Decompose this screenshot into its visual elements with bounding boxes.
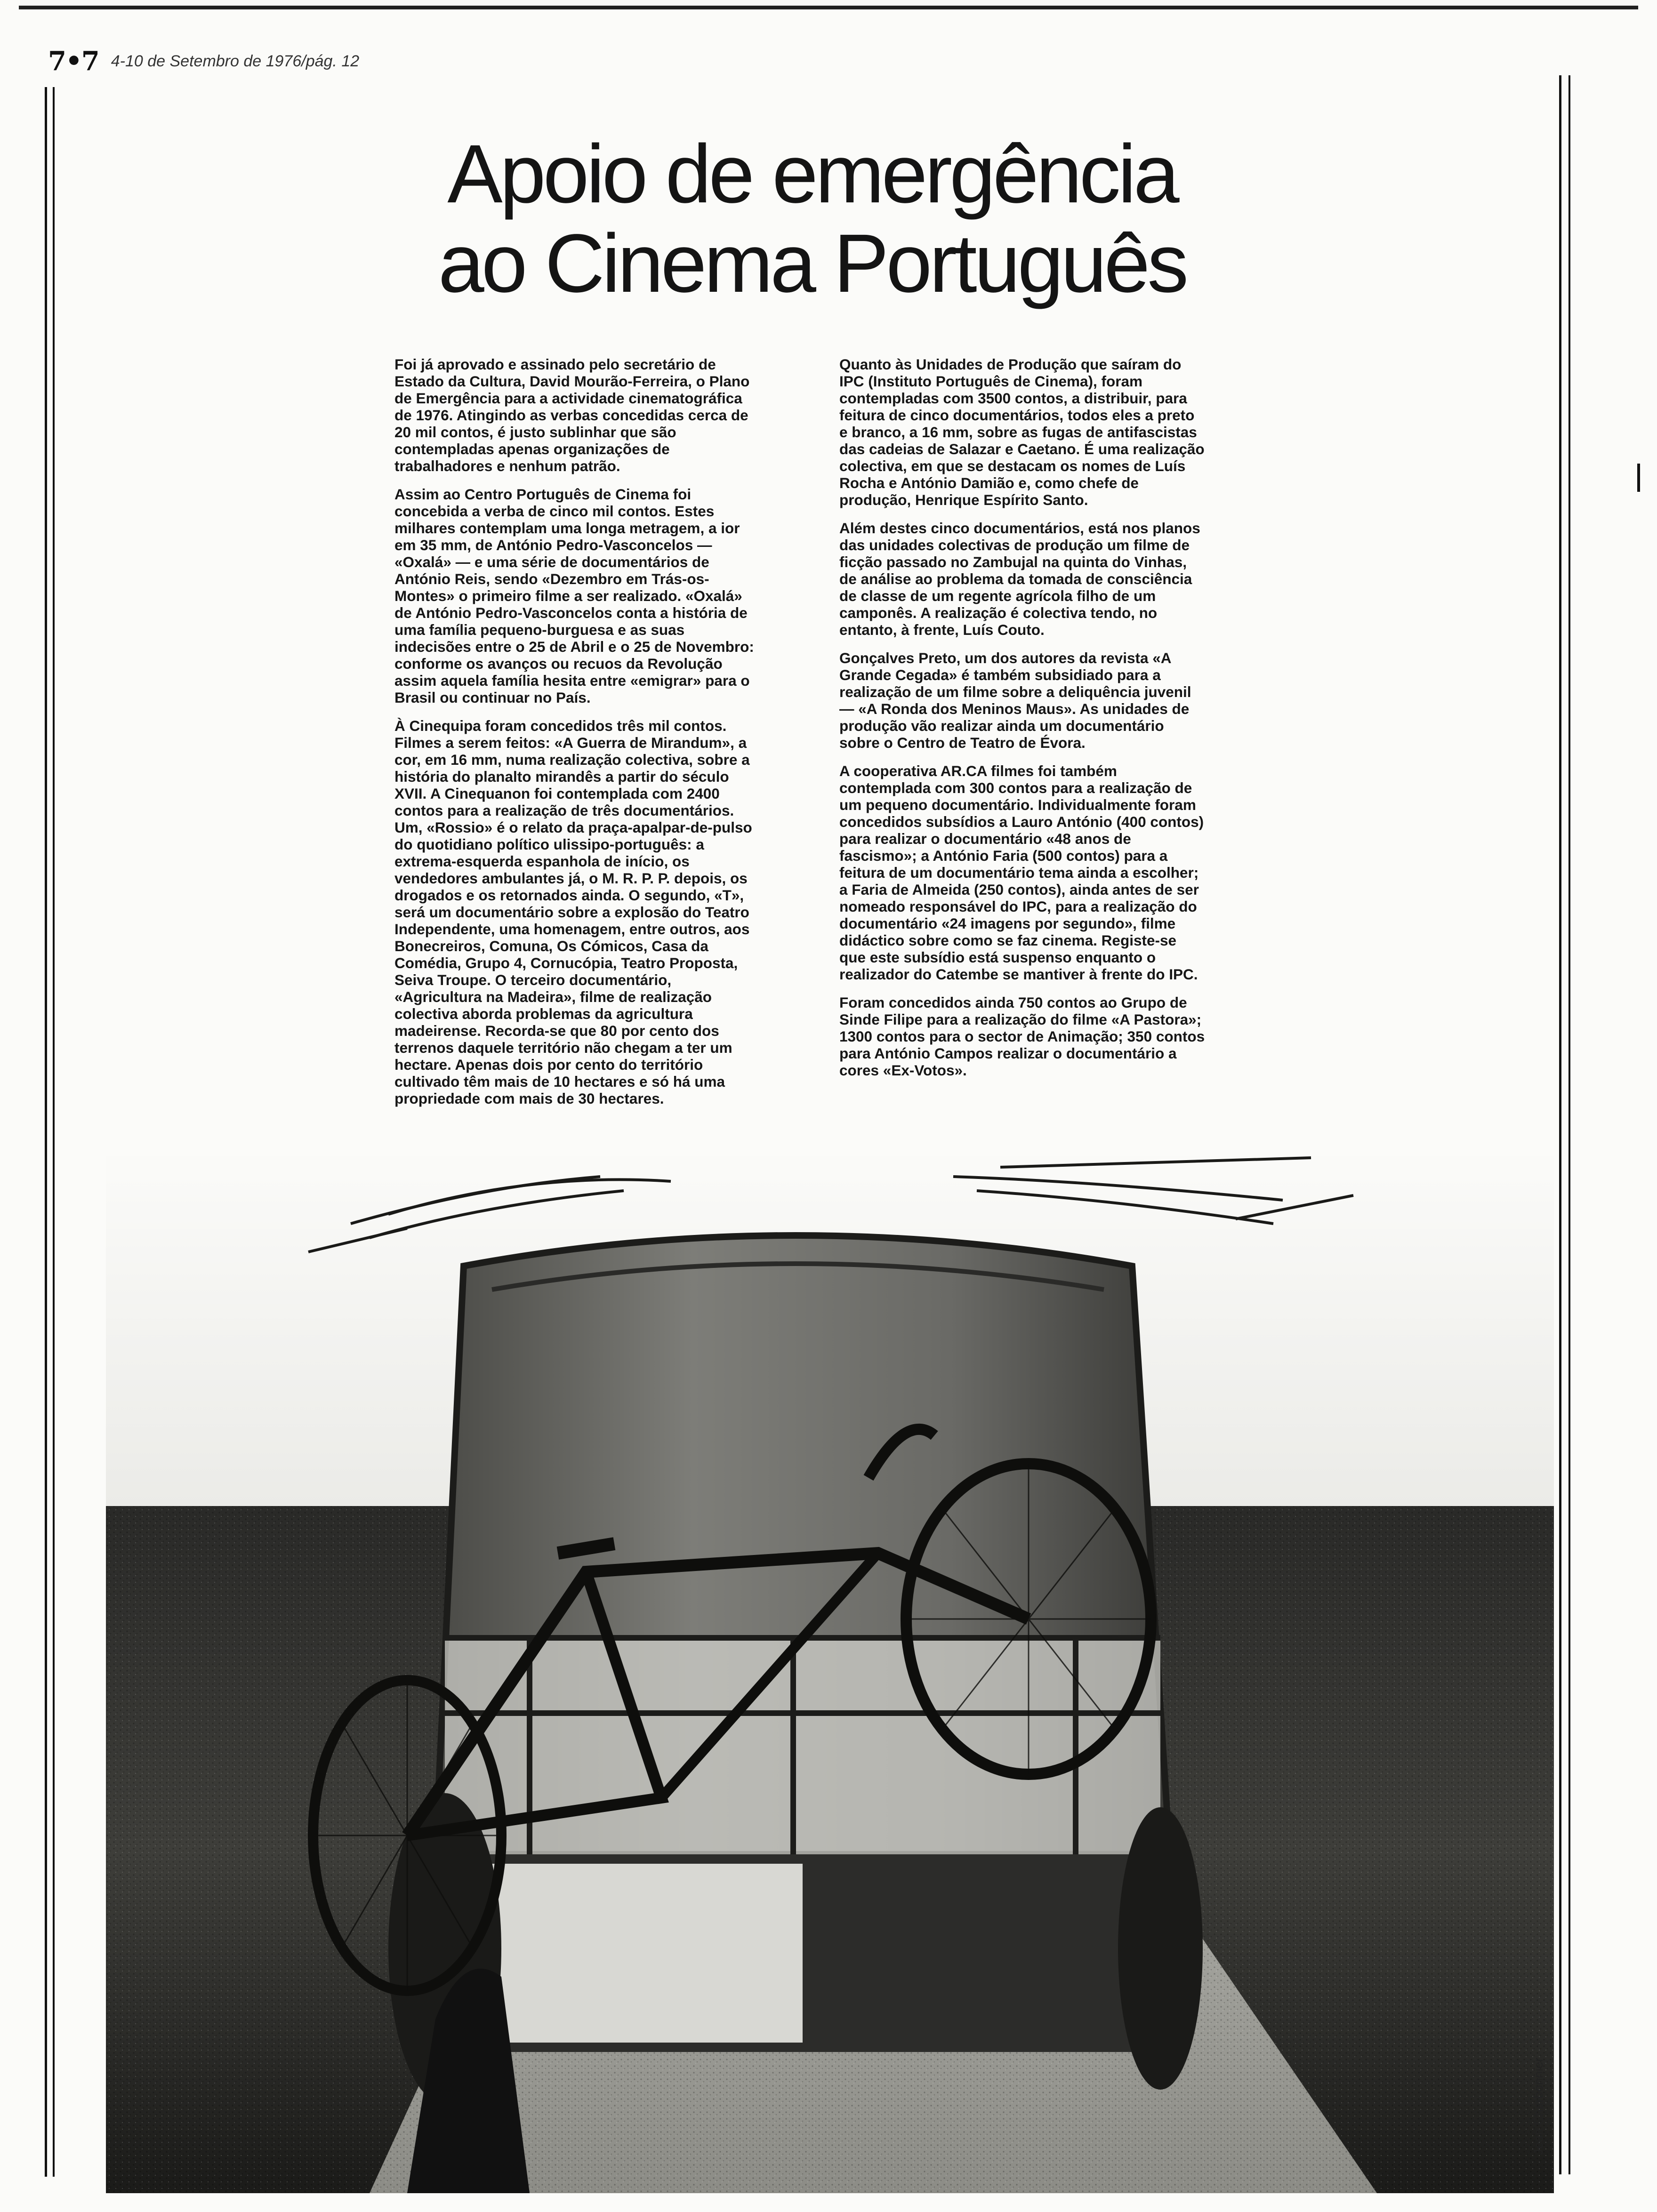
- photo-credit-text: Jean Charbonnier: [1531, 2057, 1545, 2155]
- issue-dateline: 4-10 de Setembro de 1976/pág. 12: [111, 52, 360, 70]
- headline-line-2: ao Cinema Português: [438, 217, 1186, 310]
- article-column-right: [839, 356, 1207, 1090]
- newspaper-logo: 7•7: [48, 46, 99, 77]
- right-margin-rule: [1559, 75, 1561, 2174]
- left-margin-rule-inner: [53, 87, 55, 2177]
- left-margin-rule: [45, 87, 47, 2177]
- article-paragraph: Foram concedidos ainda 750 contos ao Grupo de Sinde Filipe para a realização do filme «A Pastora»; 1300 contos para o sector de Animação; 350 contos para António Campos realizar o documentário a cores «Ex-Votos».: [839, 994, 1205, 1079]
- right-margin-rule-inner: [1569, 75, 1570, 2174]
- article-photo: [106, 1148, 1554, 2193]
- article-paragraph: Foi já aprovado e assinado pelo secretário de Estado da Cultura, David Mourão-Ferreira, o Plano de Emergência para a actividade cinematográfica de 1976. Atingindo as verbas concedidas cerca de 20 mil contos, é justo sublinhar que são contempladas apenas organizações de trabalhadores e nenhum patrão.: [394, 356, 750, 474]
- margin-mark: [1637, 464, 1640, 492]
- masthead: [48, 47, 359, 75]
- article-headline: [377, 129, 1247, 308]
- article-paragraph: À Cinequipa foram concedidos três mil contos. Filmes a serem feitos: «A Guerra de Mirandum», a cor, em 16 mm, numa realização colectiva, sobre a história do planalto mirandês a partir do século XVII. A Cinequanon foi contemplada com 2400 contos para a realização de três documentários. Um, «Rossio» é o relato da praça-apalpar-de-pulso do quotidiano político ulissipo-português: a extrema-esquerda espanhola de início, os vendedores ambulantes já, o M. R. P. P. depois, os drogados e os retornados ainda. O segundo, «T», será um documentário sobre a explosão do Teatro Independente, uma homenagem, entre outros, aos Bonecreiros, Comuna, Os Cómicos, Casa da Comédia, Grupo 4, Cornucópia, Teatro Proposta, Seiva Troupe. O terceiro documentário, «Agricultura na Madeira», filme de realização colectiva aborda problemas da agricultura madeirense. Recorda-se que 80 por cento dos terrenos daquele território não chegam a ter um hectare. Apenas dois por cento do território cultivado têm mais de 10 hectares e só há uma propriedade com mais de 30 hectares.: [394, 717, 752, 1107]
- article-paragraph: Quanto às Unidades de Produção que saíram do IPC (Instituto Português de Cinema), foram contempladas com 3500 contos, a distribuir, para feitura de cinco documentários, todos eles a preto e branco, a 16 mm, sobre as fugas de antifascistas das cadeias de Salazar e Caetano. É uma realização colectiva, em que se destacam os nomes de Luís Rocha e António Damião e, como chefe de produção, Henrique Espírito Santo.: [839, 356, 1205, 508]
- article-paragraph: Gonçalves Preto, um dos autores da revista «A Grande Cegada» é também subsidiado para a realização de um filme sobre a deliquência juvenil — «A Ronda dos Meninos Maus». As unidades de produção vão realizar ainda um documentário sobre o Centro de Teatro de Évora.: [839, 649, 1191, 751]
- photo-credit: [1529, 2028, 1548, 2184]
- article-paragraph: Além destes cinco documentários, está nos planos das unidades colectivas de produção um filme de ficção passado no Zambujal na quinta do Vinhas, de análise ao problema da tomada de consciência de classe de um regente agrícola filho de um camponês. A realização é colectiva tendo, no entanto, à frente, Luís Couto.: [839, 520, 1200, 638]
- article-paragraph: Assim ao Centro Português de Cinema foi concebida a verba de cinco mil contos. Estes milhares contemplam uma longa metragem, a ior em 35 mm, de António Pedro-Vasconcelos — «Oxalá» — e uma série de documentários de António Reis, sendo «Dezembro em Trás-os-Montes» o primeiro filme a ser realizado. «Oxalá» de António Pedro-Vasconcelos conta a história de uma família pequeno-burguesa e as suas indecisões entre o 25 de Abril e o 25 de Novembro: conforme os avanços ou recuos da Revolução assim aquela família hesita entre «emigrar» para o Brasil ou continuar no País.: [394, 486, 754, 706]
- headline-line-1: Apoio de emergência: [447, 128, 1177, 220]
- article-column-left: [394, 356, 762, 1118]
- article-paragraph: A cooperativa AR.CA filmes foi também contemplada com 300 contos para a realização de um pequeno documentário. Individualmente foram concedidos subsídios a Lauro António (400 contos) para realizar o documentário «48 anos de fascismo»; a António Faria (500 contos) para a feitura de um documentário tema ainda a escolher; a Faria de Almeida (250 contos), ainda antes de ser nomeado responsável do IPC, para a realização do documentário «24 imagens por segundo», filme didáctico sobre como se faz cinema. Registe-se que este subsídio está suspenso enquanto o realizador do Catembe se mantiver à frente do IPC.: [839, 762, 1204, 983]
- top-border-rule: [19, 6, 1638, 9]
